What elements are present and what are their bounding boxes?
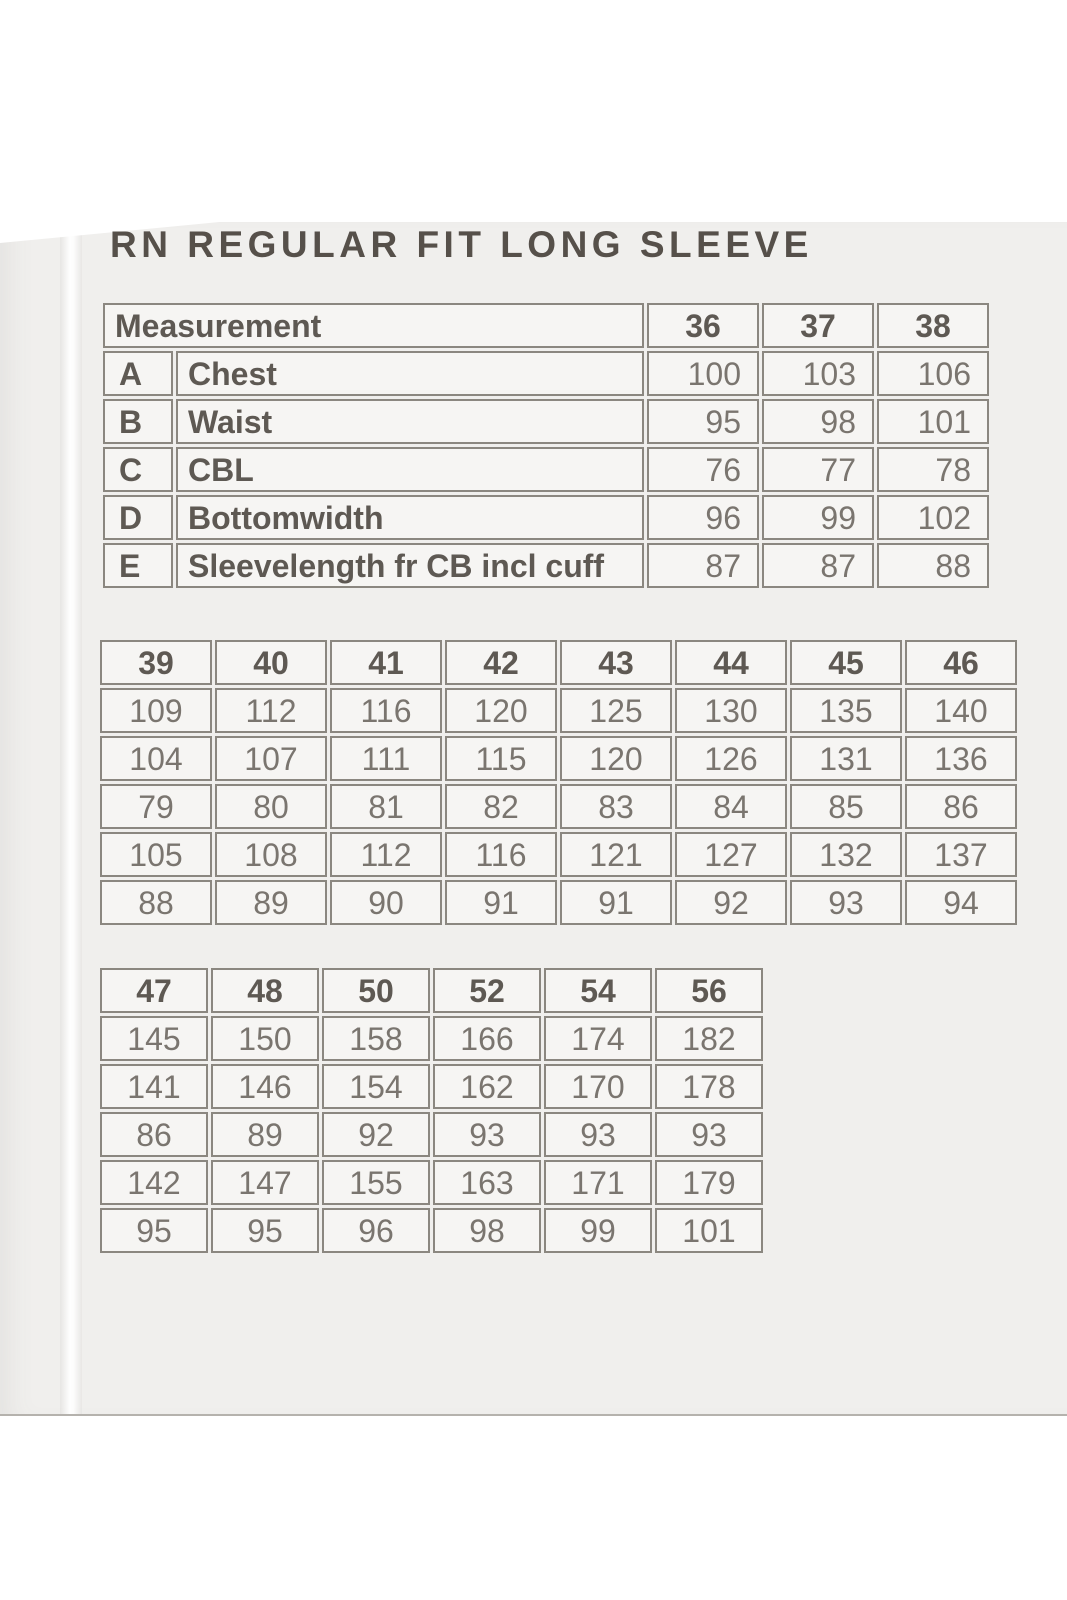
- value-cell: 96: [647, 495, 759, 540]
- value-cell: 182: [655, 1016, 763, 1061]
- measurement-label-cell: Bottomwidth: [176, 495, 644, 540]
- value-cell: 101: [877, 399, 989, 444]
- measurement-label-cell: Waist: [176, 399, 644, 444]
- size-header-cell: 42: [445, 640, 557, 685]
- value-cell: 170: [544, 1064, 652, 1109]
- value-cell: 95: [100, 1208, 208, 1253]
- value-cell: 84: [675, 784, 787, 829]
- value-cell: 81: [330, 784, 442, 829]
- value-cell: 111: [330, 736, 442, 781]
- measurement-key-cell: B: [103, 399, 173, 444]
- measurement-key-cell: D: [103, 495, 173, 540]
- value-cell: 171: [544, 1160, 652, 1205]
- value-cell: 150: [211, 1016, 319, 1061]
- measurement-row: [100, 688, 1017, 733]
- size-table-36-38: [100, 300, 992, 591]
- size-header-cell: 38: [877, 303, 989, 348]
- value-cell: 85: [790, 784, 902, 829]
- size-table-47-56: [97, 965, 766, 1256]
- value-cell: 88: [877, 543, 989, 588]
- value-cell: 145: [100, 1016, 208, 1061]
- value-cell: 115: [445, 736, 557, 781]
- value-cell: 99: [544, 1208, 652, 1253]
- measurement-row: [100, 880, 1017, 925]
- measurement-row: [100, 784, 1017, 829]
- value-cell: 90: [330, 880, 442, 925]
- value-cell: 107: [215, 736, 327, 781]
- value-cell: 91: [560, 880, 672, 925]
- size-header-row: [100, 640, 1017, 685]
- value-cell: 92: [322, 1112, 430, 1157]
- value-cell: 101: [655, 1208, 763, 1253]
- label-fold-crease: [60, 222, 82, 1414]
- value-cell: 130: [675, 688, 787, 733]
- measurement-row: [100, 1208, 763, 1253]
- value-cell: 80: [215, 784, 327, 829]
- measurement-row: [100, 1064, 763, 1109]
- size-header-cell: 54: [544, 968, 652, 1013]
- value-cell: 120: [560, 736, 672, 781]
- value-cell: 174: [544, 1016, 652, 1061]
- size-header-cell: 37: [762, 303, 874, 348]
- value-cell: 100: [647, 351, 759, 396]
- value-cell: 99: [762, 495, 874, 540]
- measurement-header-cell: Measurement: [103, 303, 644, 348]
- value-cell: 95: [647, 399, 759, 444]
- size-header-cell: 47: [100, 968, 208, 1013]
- value-cell: 126: [675, 736, 787, 781]
- value-cell: 88: [100, 880, 212, 925]
- value-cell: 87: [762, 543, 874, 588]
- value-cell: 105: [100, 832, 212, 877]
- size-header-cell: 44: [675, 640, 787, 685]
- value-cell: 79: [100, 784, 212, 829]
- measurement-row: [103, 351, 989, 396]
- value-cell: 135: [790, 688, 902, 733]
- value-cell: 154: [322, 1064, 430, 1109]
- value-cell: 121: [560, 832, 672, 877]
- value-cell: 93: [544, 1112, 652, 1157]
- value-cell: 166: [433, 1016, 541, 1061]
- value-cell: 83: [560, 784, 672, 829]
- value-cell: 116: [445, 832, 557, 877]
- value-cell: 136: [905, 736, 1017, 781]
- size-header-cell: 40: [215, 640, 327, 685]
- size-header-cell: 39: [100, 640, 212, 685]
- value-cell: 104: [100, 736, 212, 781]
- size-header-cell: 48: [211, 968, 319, 1013]
- value-cell: 89: [211, 1112, 319, 1157]
- value-cell: 106: [877, 351, 989, 396]
- measurement-row: [103, 495, 989, 540]
- value-cell: 98: [433, 1208, 541, 1253]
- value-cell: 131: [790, 736, 902, 781]
- value-cell: 178: [655, 1064, 763, 1109]
- size-header-cell: 52: [433, 968, 541, 1013]
- size-table-39-46: [97, 637, 1020, 928]
- value-cell: 87: [647, 543, 759, 588]
- measurement-row: [103, 447, 989, 492]
- measurement-label-cell: CBL: [176, 447, 644, 492]
- value-cell: 141: [100, 1064, 208, 1109]
- size-chart-label-card: [0, 222, 1067, 1416]
- measurement-label-cell: Sleevelength fr CB incl cuff: [176, 543, 644, 588]
- value-cell: 155: [322, 1160, 430, 1205]
- value-cell: 112: [330, 832, 442, 877]
- measurement-row: [100, 1016, 763, 1061]
- value-cell: 112: [215, 688, 327, 733]
- value-cell: 94: [905, 880, 1017, 925]
- value-cell: 93: [433, 1112, 541, 1157]
- value-cell: 86: [100, 1112, 208, 1157]
- size-header-cell: 36: [647, 303, 759, 348]
- value-cell: 137: [905, 832, 1017, 877]
- measurement-key-cell: A: [103, 351, 173, 396]
- value-cell: 140: [905, 688, 1017, 733]
- measurement-row: [103, 543, 989, 588]
- value-cell: 93: [655, 1112, 763, 1157]
- value-cell: 89: [215, 880, 327, 925]
- page-title: RN REGULAR FIT LONG SLEEVE: [110, 224, 813, 265]
- measurement-row: [100, 736, 1017, 781]
- value-cell: 86: [905, 784, 1017, 829]
- size-header-cell: 46: [905, 640, 1017, 685]
- value-cell: 163: [433, 1160, 541, 1205]
- measurement-key-cell: C: [103, 447, 173, 492]
- value-cell: 76: [647, 447, 759, 492]
- value-cell: 147: [211, 1160, 319, 1205]
- value-cell: 116: [330, 688, 442, 733]
- size-header-cell: 43: [560, 640, 672, 685]
- value-cell: 91: [445, 880, 557, 925]
- size-header-cell: 50: [322, 968, 430, 1013]
- measurement-row: [103, 399, 989, 444]
- size-header-row: [103, 303, 989, 348]
- value-cell: 103: [762, 351, 874, 396]
- value-cell: 142: [100, 1160, 208, 1205]
- value-cell: 102: [877, 495, 989, 540]
- size-header-cell: 56: [655, 968, 763, 1013]
- value-cell: 98: [762, 399, 874, 444]
- value-cell: 77: [762, 447, 874, 492]
- size-header-row: [100, 968, 763, 1013]
- value-cell: 96: [322, 1208, 430, 1253]
- value-cell: 146: [211, 1064, 319, 1109]
- value-cell: 162: [433, 1064, 541, 1109]
- value-cell: 92: [675, 880, 787, 925]
- value-cell: 82: [445, 784, 557, 829]
- size-header-cell: 45: [790, 640, 902, 685]
- measurement-row: [100, 832, 1017, 877]
- value-cell: 93: [790, 880, 902, 925]
- value-cell: 158: [322, 1016, 430, 1061]
- value-cell: 95: [211, 1208, 319, 1253]
- measurement-row: [100, 1112, 763, 1157]
- measurement-row: [100, 1160, 763, 1205]
- value-cell: 109: [100, 688, 212, 733]
- value-cell: 132: [790, 832, 902, 877]
- value-cell: 78: [877, 447, 989, 492]
- value-cell: 108: [215, 832, 327, 877]
- size-header-cell: 41: [330, 640, 442, 685]
- value-cell: 127: [675, 832, 787, 877]
- measurement-key-cell: E: [103, 543, 173, 588]
- value-cell: 120: [445, 688, 557, 733]
- value-cell: 179: [655, 1160, 763, 1205]
- value-cell: 125: [560, 688, 672, 733]
- measurement-label-cell: Chest: [176, 351, 644, 396]
